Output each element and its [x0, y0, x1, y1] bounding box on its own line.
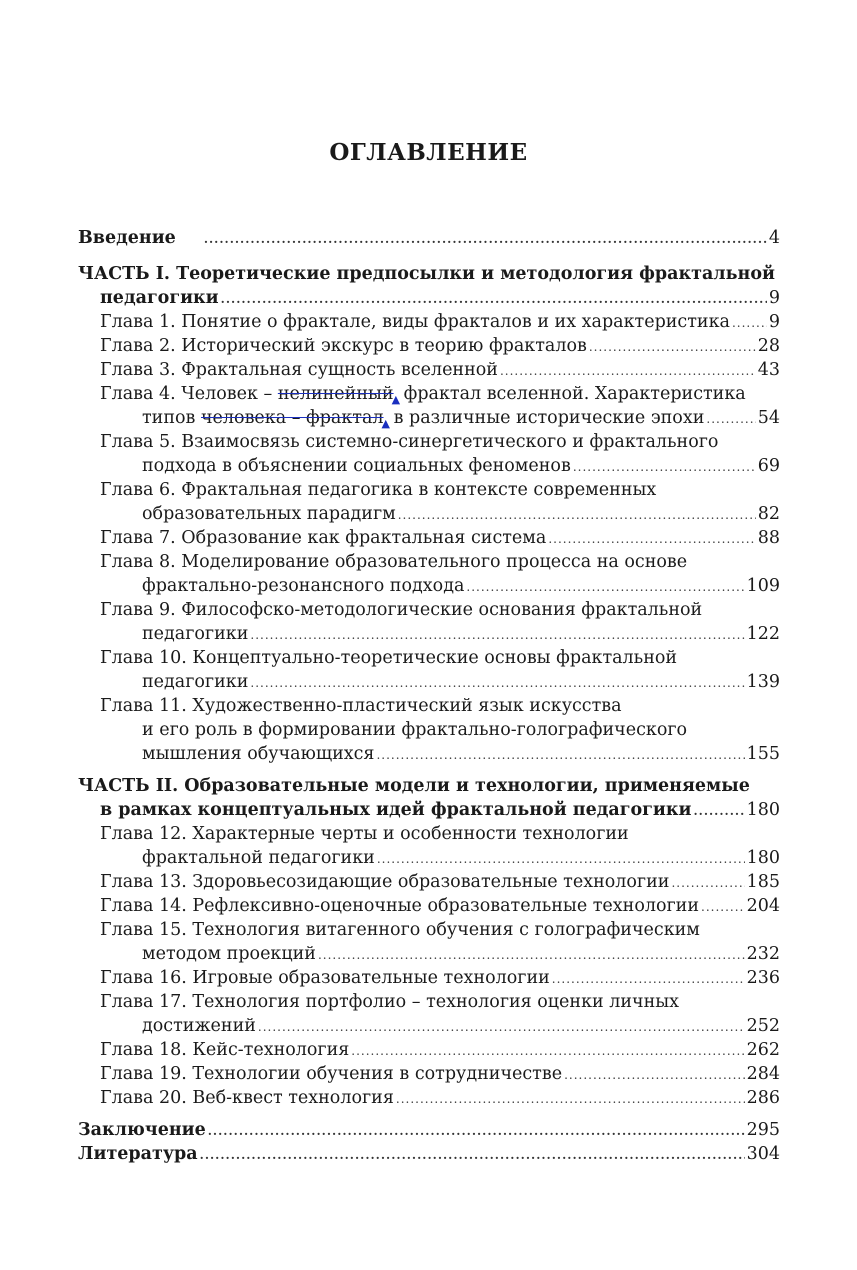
- toc-entry-chapter-3[interactable]: [78, 358, 780, 382]
- toc-entry-intro[interactable]: [78, 226, 780, 250]
- toc-entry-chapter-4[interactable]: [78, 382, 780, 406]
- toc-entry-chapter-9[interactable]: [78, 598, 780, 622]
- toc-entry-label: Глава 3. Фрактальная сущность вселенной: [100, 360, 498, 380]
- dot-leader: [377, 847, 745, 871]
- toc-entry-chapter-19[interactable]: [78, 1062, 780, 1086]
- toc-page-number: 180: [746, 800, 780, 820]
- toc-entry-chapter-6[interactable]: [78, 478, 780, 502]
- toc-entry-label: Глава 16. Игровые образовательные технологии: [100, 968, 550, 988]
- toc-entry-chapter-20[interactable]: [78, 1086, 780, 1110]
- toc-entry-label: достижений: [142, 1016, 256, 1036]
- toc-entry-label: Глава 4. Человек –: [100, 384, 273, 404]
- toc-page-number: 304: [746, 1144, 780, 1164]
- toc-entry-chapter-17[interactable]: [78, 990, 780, 1014]
- toc-page-number: 139: [746, 672, 780, 692]
- dot-leader: [701, 895, 745, 919]
- toc-entry-conclusion[interactable]: [78, 1118, 780, 1142]
- dot-leader: [671, 871, 744, 895]
- toc-entry-label: Глава 6. Фрактальная педагогика в контексте современных: [100, 480, 657, 500]
- toc-page-number: 9: [768, 288, 780, 308]
- toc-entry-chapter-14[interactable]: [78, 894, 780, 918]
- toc-entry-label: фрактал вселенной. Характеристика: [403, 384, 746, 404]
- dot-leader: [204, 227, 767, 251]
- toc-entry-chapter-17-cont[interactable]: [78, 1014, 780, 1038]
- toc-entry-label: Глава 12. Характерные черты и особенности технологии: [100, 824, 629, 844]
- toc-page-number: 236: [746, 968, 780, 988]
- toc-entry-label: Глава 9. Философско-методологические основания фрактальной: [100, 600, 703, 620]
- toc-entry-label: ЧАСТЬ II. Образовательные модели и технологии, применяемые: [78, 776, 750, 796]
- dot-leader: [318, 943, 745, 967]
- toc-page-number: 88: [757, 528, 780, 548]
- toc-page-number: 155: [746, 744, 780, 764]
- dot-leader: [589, 335, 756, 359]
- toc-part-1-heading[interactable]: [78, 262, 780, 286]
- toc-entry-label: мышления обучающихся: [142, 744, 375, 764]
- toc-entry-chapter-4-cont[interactable]: [78, 406, 780, 430]
- dot-leader: [573, 455, 756, 479]
- dot-leader: [398, 503, 756, 527]
- toc-part-1-heading-cont[interactable]: [78, 286, 780, 310]
- toc-entry-chapter-8[interactable]: [78, 550, 780, 574]
- dot-leader: [564, 1063, 745, 1087]
- toc-page-number: 69: [757, 456, 780, 476]
- toc-page-number: 185: [746, 872, 780, 892]
- dot-leader: [548, 527, 755, 551]
- toc-page-number: 180: [746, 848, 780, 868]
- toc-entry-chapter-15-cont[interactable]: [78, 942, 780, 966]
- toc-page-number: 4: [768, 228, 780, 248]
- toc-entry-label: Глава 13. Здоровьесозидающие образовательные технологии: [100, 872, 670, 892]
- toc-entry-label: подхода в объяснении социальных феноменов: [142, 456, 571, 476]
- toc-entry-label: Глава 1. Понятие о фрактале, виды фракталов и их характеристика: [100, 312, 730, 332]
- toc-page-number: 54: [757, 408, 780, 428]
- toc-entry-chapter-9-cont[interactable]: [78, 622, 780, 646]
- toc-entry-chapter-11-cont-2[interactable]: [78, 742, 780, 766]
- toc-entry-label: педагогики: [142, 624, 249, 644]
- toc-page-number: 43: [757, 360, 780, 380]
- dot-leader: [221, 287, 767, 311]
- toc-entry-label: Глава 20. Веб-квест технология: [100, 1088, 394, 1108]
- toc-page-number: 295: [746, 1120, 780, 1140]
- toc-entry-label: и его роль в формировании фрактально-голографического: [142, 720, 688, 740]
- page-title: ОГЛАВЛЕНИЕ: [329, 139, 528, 166]
- dot-leader: [376, 743, 744, 767]
- insertion-caret-icon: ▲: [391, 393, 401, 406]
- toc-entry-chapter-12[interactable]: [78, 822, 780, 846]
- dot-leader: [250, 671, 744, 695]
- toc-entry-chapter-8-cont[interactable]: [78, 574, 780, 598]
- dot-leader: [466, 575, 744, 599]
- toc-entry-label: Введение: [78, 228, 176, 248]
- toc-entry-chapter-10[interactable]: [78, 646, 780, 670]
- toc-entry-label: Глава 17. Технология портфолио – технология оценки личных: [100, 992, 680, 1012]
- toc-entry-chapter-11[interactable]: [78, 694, 780, 718]
- dot-leader: [250, 623, 744, 647]
- toc-page-number: 232: [746, 944, 780, 964]
- toc-part-2-heading[interactable]: [78, 774, 780, 798]
- toc-entry-chapter-1[interactable]: [78, 310, 780, 334]
- dot-leader: [200, 1143, 745, 1167]
- toc-page-number: 109: [746, 576, 780, 596]
- dot-leader: [351, 1039, 744, 1063]
- dot-leader: [552, 967, 745, 991]
- toc-entry-chapter-5[interactable]: [78, 430, 780, 454]
- toc-page-number: 28: [757, 336, 780, 356]
- toc-entry-label: ЧАСТЬ I. Теоретические предпосылки и методология фрактальной: [78, 264, 775, 284]
- toc-entry-label: Глава 8. Моделирование образовательного процесса на основе: [100, 552, 688, 572]
- toc-entry-chapter-2[interactable]: [78, 334, 780, 358]
- toc-entry-literature[interactable]: [78, 1142, 780, 1166]
- toc-entry-label: Литература: [78, 1144, 198, 1164]
- toc-entry-label: Глава 14. Рефлексивно-оценочные образовательные технологии: [100, 896, 699, 916]
- toc-page-number: 9: [768, 312, 780, 332]
- toc-entry-chapter-7[interactable]: [78, 526, 780, 550]
- dot-leader: [396, 1087, 745, 1111]
- toc-entry-label: Глава 10. Концептуально-теоретические основы фрактальной: [100, 648, 678, 668]
- toc-entry-label: Глава 11. Художественно-пластический язык искусства: [100, 696, 622, 716]
- toc-entry-label: в рамках концептуальных идей фрактальной педагогики: [100, 800, 692, 820]
- toc-entry-label: педагогики: [142, 672, 249, 692]
- toc-entry-label: типов: [142, 408, 196, 428]
- toc-page-number: 122: [746, 624, 780, 644]
- toc-entry-label: Глава 19. Технологии обучения в сотрудничестве: [100, 1064, 563, 1084]
- toc-entry-chapter-10-cont[interactable]: [78, 670, 780, 694]
- dot-leader: [732, 311, 767, 335]
- toc-entry-chapter-12-cont[interactable]: [78, 846, 780, 870]
- dot-leader: [208, 1119, 745, 1143]
- toc-entry-chapter-15[interactable]: [78, 918, 780, 942]
- toc-page-number: 262: [746, 1040, 780, 1060]
- toc-entry-label: Глава 5. Взаимосвязь системно-синергетического и фрактального: [100, 432, 719, 452]
- toc-entry-label: образовательных парадигм: [142, 504, 396, 524]
- toc-page-number: 252: [746, 1016, 780, 1036]
- toc-entry-chapter-18[interactable]: [78, 1038, 780, 1062]
- toc-entry-label: фрактально-резонансного подхода: [142, 576, 465, 596]
- toc-entry-label: методом проекций: [142, 944, 316, 964]
- dot-leader: [500, 359, 756, 383]
- toc-entry-chapter-16[interactable]: [78, 966, 780, 990]
- toc-page-number: 286: [746, 1088, 780, 1108]
- toc-part-2-heading-cont[interactable]: [78, 798, 780, 822]
- toc-entry-label: Глава 18. Кейс-технология: [100, 1040, 350, 1060]
- toc-entry-chapter-11-cont[interactable]: [78, 718, 780, 742]
- dot-leader: [693, 799, 744, 823]
- toc-entry-label: педагогики: [100, 288, 219, 308]
- toc-page-number: 82: [757, 504, 780, 524]
- toc-entry-label: Глава 15. Технология витагенного обучения с голографическим: [100, 920, 700, 940]
- insertion-caret-icon: ▲: [381, 417, 390, 430]
- toc-entry-label: Глава 2. Исторический экскурс в теорию фракталов: [100, 336, 587, 356]
- toc-entry-label: в различные исторические эпохи: [393, 408, 705, 428]
- toc-page-number: 284: [746, 1064, 780, 1084]
- toc-entry-chapter-13[interactable]: [78, 870, 780, 894]
- dot-leader: [258, 1015, 745, 1039]
- table-of-contents: [78, 226, 780, 1166]
- toc-entry-label: Глава 7. Образование как фрактальная система: [100, 528, 547, 548]
- toc-page-number: 204: [746, 896, 780, 916]
- toc-entry-chapter-5-cont[interactable]: [78, 454, 780, 478]
- toc-entry-label: фрактальной педагогики: [142, 848, 375, 868]
- dot-leader: [706, 407, 755, 431]
- deleted-text: человека – фрактал: [200, 408, 384, 428]
- deleted-text: нелинейный: [277, 384, 394, 404]
- toc-entry-chapter-6-cont[interactable]: [78, 502, 780, 526]
- toc-entry-label: Заключение: [78, 1120, 206, 1140]
